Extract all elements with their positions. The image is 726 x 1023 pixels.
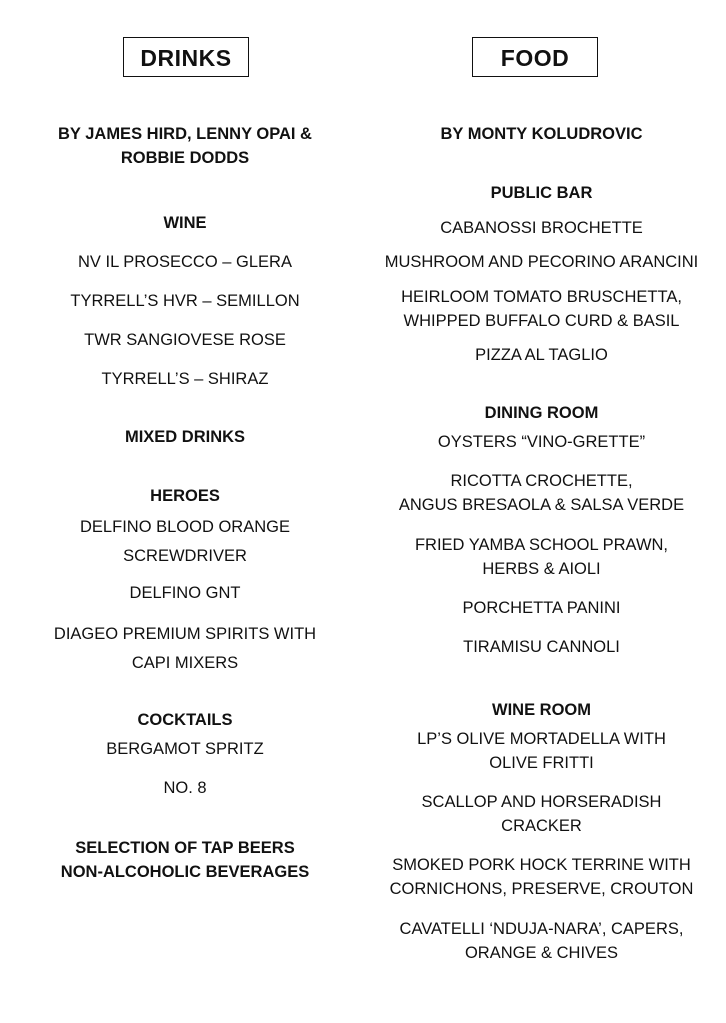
cocktails-heading: COCKTAILS: [137, 711, 233, 729]
wine-item: TYRRELL’S – SHIRAZ: [101, 370, 269, 388]
dining-room-item: TIRAMISU CANNOLI: [463, 638, 620, 656]
wine-item: TYRRELL’S HVR – SEMILLON: [70, 292, 300, 310]
wine-room-item: SMOKED PORK HOCK TERRINE WITH CORNICHONS, PRESERVE, CROUTON: [389, 856, 694, 898]
wine-room-heading: WINE ROOM: [492, 701, 591, 719]
dining-room-item: OYSTERS “VINO-GRETTE”: [437, 433, 646, 451]
heroes-item: DIAGEO PREMIUM SPIRITS WITH CAPI MIXERS: [53, 625, 317, 672]
dining-room-heading: DINING ROOM: [484, 404, 599, 422]
food-credits: BY MONTY KOLUDROVIC: [440, 125, 643, 143]
dining-room-item: RICOTTA CROCHETTE, ANGUS BRESAOLA & SALSA VERDE: [398, 472, 685, 514]
heroes-item: DELFINO BLOOD ORANGE SCREWDRIVER: [80, 518, 290, 565]
cocktails-item: BERGAMOT SPRITZ: [106, 740, 264, 758]
food-title: FOOD: [472, 37, 598, 77]
public-bar-item: MUSHROOM AND PECORINO ARANCINI: [384, 253, 699, 271]
drinks-credits: BY JAMES HIRD, LENNY OPAI & ROBBIE DODDS: [58, 125, 312, 167]
drinks-title: DRINKS: [123, 37, 249, 77]
dining-room-item: PORCHETTA PANINI: [462, 599, 621, 617]
public-bar-item: PIZZA AL TAGLIO: [475, 346, 608, 364]
wine-item: TWR SANGIOVESE ROSE: [84, 331, 286, 349]
dining-room-item: FRIED YAMBA SCHOOL PRAWN, HERBS & AIOLI: [414, 536, 669, 578]
cocktails-item: NO. 8: [163, 779, 207, 797]
wine-item: NV IL PROSECCO – GLERA: [78, 253, 292, 271]
wine-room-item: SCALLOP AND HORSERADISH CRACKER: [421, 793, 662, 835]
public-bar-item: HEIRLOOM TOMATO BRUSCHETTA, WHIPPED BUFFALO CURD & BASIL: [401, 288, 682, 330]
mixed-drinks-heading: MIXED DRINKS: [124, 428, 246, 446]
wine-heading: WINE: [163, 214, 207, 232]
drinks-footer: SELECTION OF TAP BEERS NON-ALCOHOLIC BEVERAGES: [60, 839, 310, 881]
public-bar-heading: PUBLIC BAR: [490, 184, 593, 202]
heroes-item: DELFINO GNT: [129, 584, 241, 602]
public-bar-item: CABANOSSI BROCHETTE: [440, 219, 643, 237]
wine-room-item: LP’S OLIVE MORTADELLA WITH OLIVE FRITTI: [417, 730, 666, 772]
wine-room-item: CAVATELLI ‘NDUJA-NARA’, CAPERS, ORANGE & CHIVES: [399, 920, 684, 962]
heroes-heading: HEROES: [150, 487, 220, 505]
